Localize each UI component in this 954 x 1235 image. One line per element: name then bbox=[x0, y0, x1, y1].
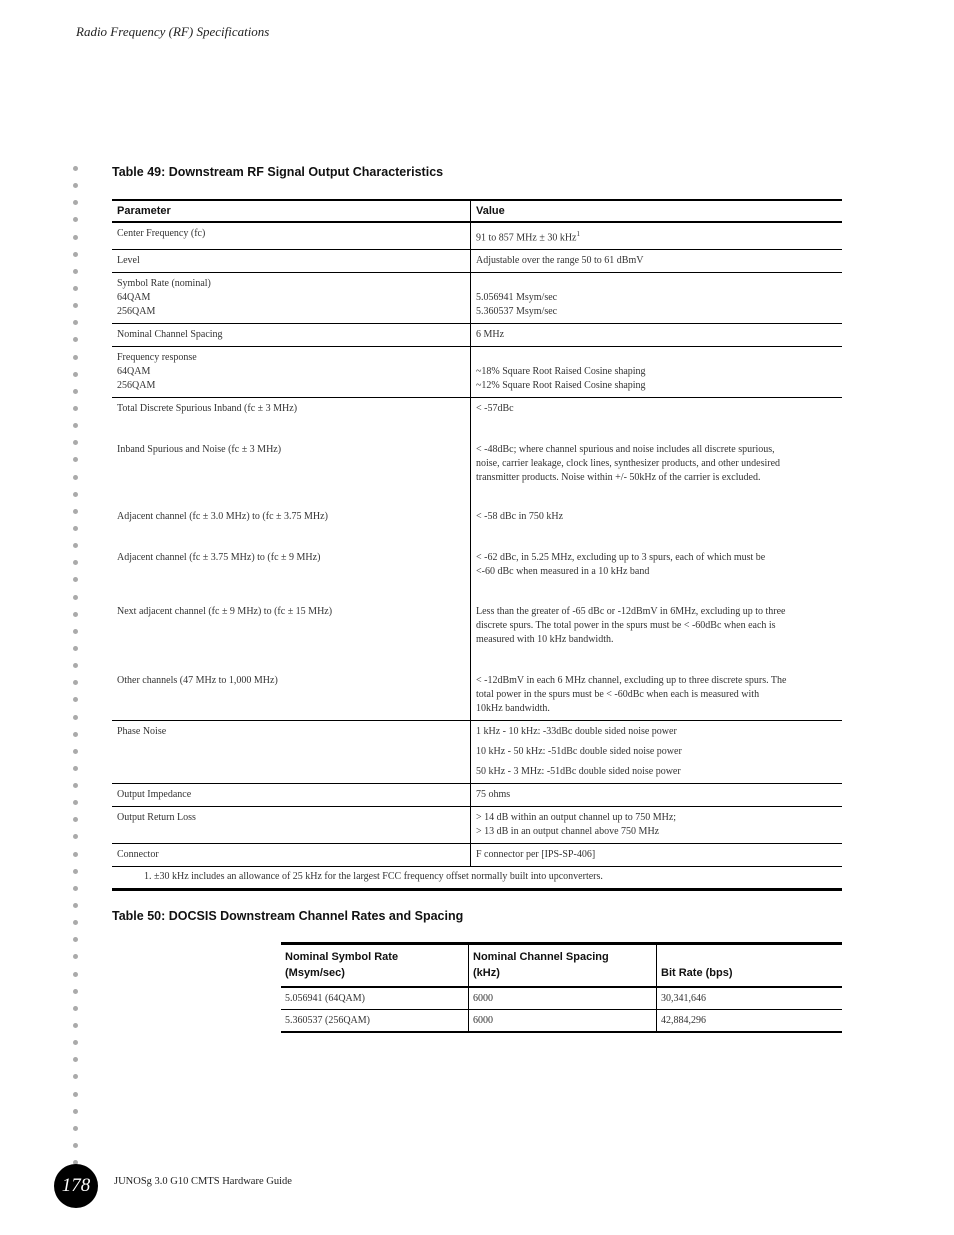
margin-dot bbox=[73, 423, 78, 428]
param-cell: Connector bbox=[112, 844, 471, 867]
margin-dot bbox=[73, 303, 78, 308]
margin-dot bbox=[73, 252, 78, 257]
param-cell: Output Return Loss bbox=[112, 807, 471, 844]
margin-dot bbox=[73, 235, 78, 240]
param-cell: Adjacent channel (fc ± 3.0 MHz) to (fc ± 3.75 MHz) bbox=[112, 506, 471, 547]
value-cell: 75 ohms bbox=[471, 784, 843, 807]
header-line: Nominal Channel Spacing bbox=[473, 951, 609, 963]
value-line: > 14 dB within an output channel up to 750 MHz; bbox=[476, 812, 677, 824]
value-line: < -48dBc; where channel spurious and noise includes all discrete spurious, bbox=[476, 444, 775, 456]
channel-spacing-cell: 6000 bbox=[469, 987, 657, 1010]
margin-dot bbox=[73, 320, 78, 325]
param-cell bbox=[112, 347, 471, 398]
value-line: discrete spurs. The total power in the spurs must be < -60dBc when each is bbox=[476, 620, 776, 632]
value-line: Less than the greater of -65 dBc or -12dBmV in 6MHz, excluding up to three bbox=[476, 606, 786, 618]
margin-dot bbox=[73, 989, 78, 994]
margin-dot bbox=[73, 680, 78, 685]
margin-dot bbox=[73, 1057, 78, 1062]
margin-dot bbox=[73, 1126, 78, 1131]
running-footer: JUNOSg 3.0 G10 CMTS Hardware Guide bbox=[114, 1176, 292, 1187]
value-cell bbox=[471, 670, 843, 721]
param-cell: Phase Noise bbox=[112, 721, 471, 784]
value-cell bbox=[471, 222, 843, 250]
param-line: Frequency response bbox=[117, 352, 197, 364]
param-cell: Nominal Channel Spacing bbox=[112, 324, 471, 347]
margin-dot bbox=[73, 817, 78, 822]
margin-dot bbox=[73, 1023, 78, 1028]
margin-dot bbox=[73, 269, 78, 274]
margin-dot bbox=[73, 509, 78, 514]
value-line: noise, carrier leakage, clock lines, synthesizer products, and other undesired bbox=[476, 458, 781, 470]
param-cell: Inband Spurious and Noise (fc ± 3 MHz) bbox=[112, 439, 471, 506]
margin-dot bbox=[73, 492, 78, 497]
table49-footnote: 1. ±30 kHz includes an allowance of 25 kHz for the largest FCC frequency offset normally built into upconverters. bbox=[112, 867, 842, 890]
value-cell bbox=[471, 439, 843, 506]
value-line: total power in the spurs must be < -60dBc when each is measured with bbox=[476, 689, 760, 701]
margin-dot bbox=[73, 749, 78, 754]
symbol-rate-cell: 5.056941 (64QAM) bbox=[281, 987, 469, 1010]
margin-dot bbox=[73, 646, 78, 651]
table50-header-symbol-rate bbox=[281, 944, 469, 988]
margin-dot bbox=[73, 869, 78, 874]
table50 bbox=[281, 942, 842, 1033]
value-line: measured with 10 kHz bandwidth. bbox=[476, 634, 614, 646]
page-number: 178 bbox=[54, 1164, 98, 1208]
header-line: Bit Rate (bps) bbox=[661, 967, 733, 979]
table50-header-bit-rate bbox=[657, 944, 843, 988]
table-row bbox=[112, 784, 842, 807]
margin-dot bbox=[73, 1109, 78, 1114]
margin-dot bbox=[73, 612, 78, 617]
margin-dot bbox=[73, 337, 78, 342]
value-cell bbox=[471, 347, 843, 398]
margin-dot bbox=[73, 852, 78, 857]
table-row bbox=[112, 601, 842, 670]
margin-dot bbox=[73, 834, 78, 839]
margin-dot bbox=[73, 183, 78, 188]
table49 bbox=[112, 199, 842, 891]
table-row bbox=[112, 506, 842, 547]
param-line: 64QAM bbox=[117, 292, 151, 304]
footnote-ref: 1 bbox=[576, 230, 580, 238]
margin-dot bbox=[73, 766, 78, 771]
table-row bbox=[112, 844, 842, 867]
table49-header-value: Value bbox=[471, 200, 843, 222]
table-row bbox=[112, 670, 842, 721]
value-line bbox=[476, 351, 837, 365]
value-line: > 13 dB in an output channel above 750 MHz bbox=[476, 826, 660, 838]
param-cell: Center Frequency (fc) bbox=[112, 222, 471, 250]
value-line: 50 kHz - 3 MHz: -51dBc double sided noise power bbox=[476, 766, 681, 778]
table-row bbox=[112, 324, 842, 347]
margin-dot bbox=[73, 372, 78, 377]
table-row bbox=[281, 987, 842, 1010]
margin-dot bbox=[73, 800, 78, 805]
margin-dot bbox=[73, 1143, 78, 1148]
margin-dot bbox=[73, 1006, 78, 1011]
table49-caption: Table 49: Downstream RF Signal Output Characteristics bbox=[112, 165, 444, 179]
running-header: Radio Frequency (RF) Specifications bbox=[76, 24, 270, 39]
margin-dot bbox=[73, 972, 78, 977]
value-line: 10 kHz - 50 kHz: -51dBc double sided noise power bbox=[476, 746, 682, 758]
param-cell: Adjacent channel (fc ± 3.75 MHz) to (fc ± 9 MHz) bbox=[112, 547, 471, 601]
table-row bbox=[112, 547, 842, 601]
value-line: < -62 dBc, in 5.25 MHz, excluding up to 3 spurs, each of which must be bbox=[476, 552, 766, 564]
table-row bbox=[112, 347, 842, 398]
value-line: ~18% Square Root Raised Cosine shaping bbox=[476, 366, 646, 378]
value-line: < -12dBmV in each 6 MHz channel, excluding up to three discrete spurs. The bbox=[476, 675, 787, 687]
value-cell: 6 MHz bbox=[471, 324, 843, 347]
param-line: 256QAM bbox=[117, 380, 156, 392]
value-line: ~12% Square Root Raised Cosine shaping bbox=[476, 380, 646, 392]
margin-dot bbox=[73, 475, 78, 480]
value-cell: < -57dBc bbox=[476, 403, 514, 415]
value-line: 5.056941 Msym/sec bbox=[476, 292, 558, 304]
table-row bbox=[112, 807, 842, 844]
param-line: Symbol Rate (nominal) bbox=[117, 278, 211, 290]
value-line bbox=[476, 277, 837, 291]
value-cell bbox=[471, 273, 843, 324]
margin-dot bbox=[73, 954, 78, 959]
header-line: (kHz) bbox=[473, 967, 500, 979]
margin-dot bbox=[73, 595, 78, 600]
margin-dot bbox=[73, 629, 78, 634]
margin-dot bbox=[73, 406, 78, 411]
footnote-row bbox=[112, 867, 842, 890]
table-row bbox=[112, 439, 842, 506]
value-line: <-60 dBc when measured in a 10 kHz band bbox=[476, 566, 650, 578]
margin-dot bbox=[73, 200, 78, 205]
margin-dot bbox=[73, 560, 78, 565]
param-cell bbox=[112, 273, 471, 324]
param-cell: Next adjacent channel (fc ± 9 MHz) to (fc ± 15 MHz) bbox=[112, 601, 471, 670]
table-row bbox=[112, 222, 842, 250]
table50-caption: Table 50: DOCSIS Downstream Channel Rates and Spacing bbox=[112, 909, 464, 923]
value-cell bbox=[471, 721, 843, 784]
value-cell bbox=[471, 807, 843, 844]
table49-header-parameter: Parameter bbox=[112, 200, 471, 222]
margin-dot bbox=[73, 903, 78, 908]
value-line: transmitter products. Noise within +/- 50kHz of the carrier is excluded. bbox=[476, 472, 761, 484]
table-row bbox=[281, 1010, 842, 1033]
symbol-rate-cell: 5.360537 (256QAM) bbox=[281, 1010, 469, 1033]
header-line: Nominal Symbol Rate bbox=[285, 951, 399, 963]
margin-dot bbox=[73, 886, 78, 891]
margin-dot bbox=[73, 577, 78, 582]
table-row bbox=[112, 398, 842, 440]
margin-dot bbox=[73, 1040, 78, 1045]
channel-spacing-cell: 6000 bbox=[469, 1010, 657, 1033]
value-cell bbox=[471, 601, 843, 670]
margin-dot-rule bbox=[73, 166, 81, 1177]
value-cell: F connector per [IPS-SP-406] bbox=[471, 844, 843, 867]
margin-dot bbox=[73, 166, 78, 171]
bit-rate-cell: 42,884,296 bbox=[657, 1010, 843, 1033]
table-row bbox=[112, 273, 842, 324]
margin-dot bbox=[73, 389, 78, 394]
param-line: 256QAM bbox=[117, 306, 156, 318]
value-cell bbox=[471, 547, 843, 601]
value-cell: < -58 dBc in 750 kHz bbox=[476, 511, 564, 523]
margin-dot bbox=[73, 543, 78, 548]
param-cell: Total Discrete Spurious Inband (fc ± 3 MHz) bbox=[112, 398, 471, 440]
value-line: 5.360537 Msym/sec bbox=[476, 306, 558, 318]
margin-dot bbox=[73, 732, 78, 737]
value-line: 10kHz bandwidth. bbox=[476, 703, 550, 715]
table50-header-channel-spacing bbox=[469, 944, 657, 988]
margin-dot bbox=[73, 715, 78, 720]
margin-dot bbox=[73, 440, 78, 445]
margin-dot bbox=[73, 920, 78, 925]
margin-dot bbox=[73, 697, 78, 702]
margin-dot bbox=[73, 783, 78, 788]
margin-dot bbox=[73, 663, 78, 668]
value-text: 91 to 857 MHz ± 30 kHz bbox=[476, 232, 577, 244]
margin-dot bbox=[73, 217, 78, 222]
margin-dot bbox=[73, 526, 78, 531]
table-row bbox=[112, 721, 842, 784]
margin-dot bbox=[73, 1092, 78, 1097]
margin-dot bbox=[73, 937, 78, 942]
param-line: 64QAM bbox=[117, 366, 151, 378]
param-cell: Level bbox=[112, 250, 471, 273]
margin-dot bbox=[73, 286, 78, 291]
value-line: 1 kHz - 10 kHz: -33dBc double sided noise power bbox=[476, 726, 677, 738]
param-cell: Output Impedance bbox=[112, 784, 471, 807]
margin-dot bbox=[73, 1074, 78, 1079]
value-cell: Adjustable over the range 50 to 61 dBmV bbox=[471, 250, 843, 273]
bit-rate-cell: 30,341,646 bbox=[657, 987, 843, 1010]
margin-dot bbox=[73, 355, 78, 360]
table-row bbox=[112, 250, 842, 273]
param-cell: Other channels (47 MHz to 1,000 MHz) bbox=[112, 670, 471, 721]
header-line: (Msym/sec) bbox=[285, 967, 345, 979]
margin-dot bbox=[73, 457, 78, 462]
